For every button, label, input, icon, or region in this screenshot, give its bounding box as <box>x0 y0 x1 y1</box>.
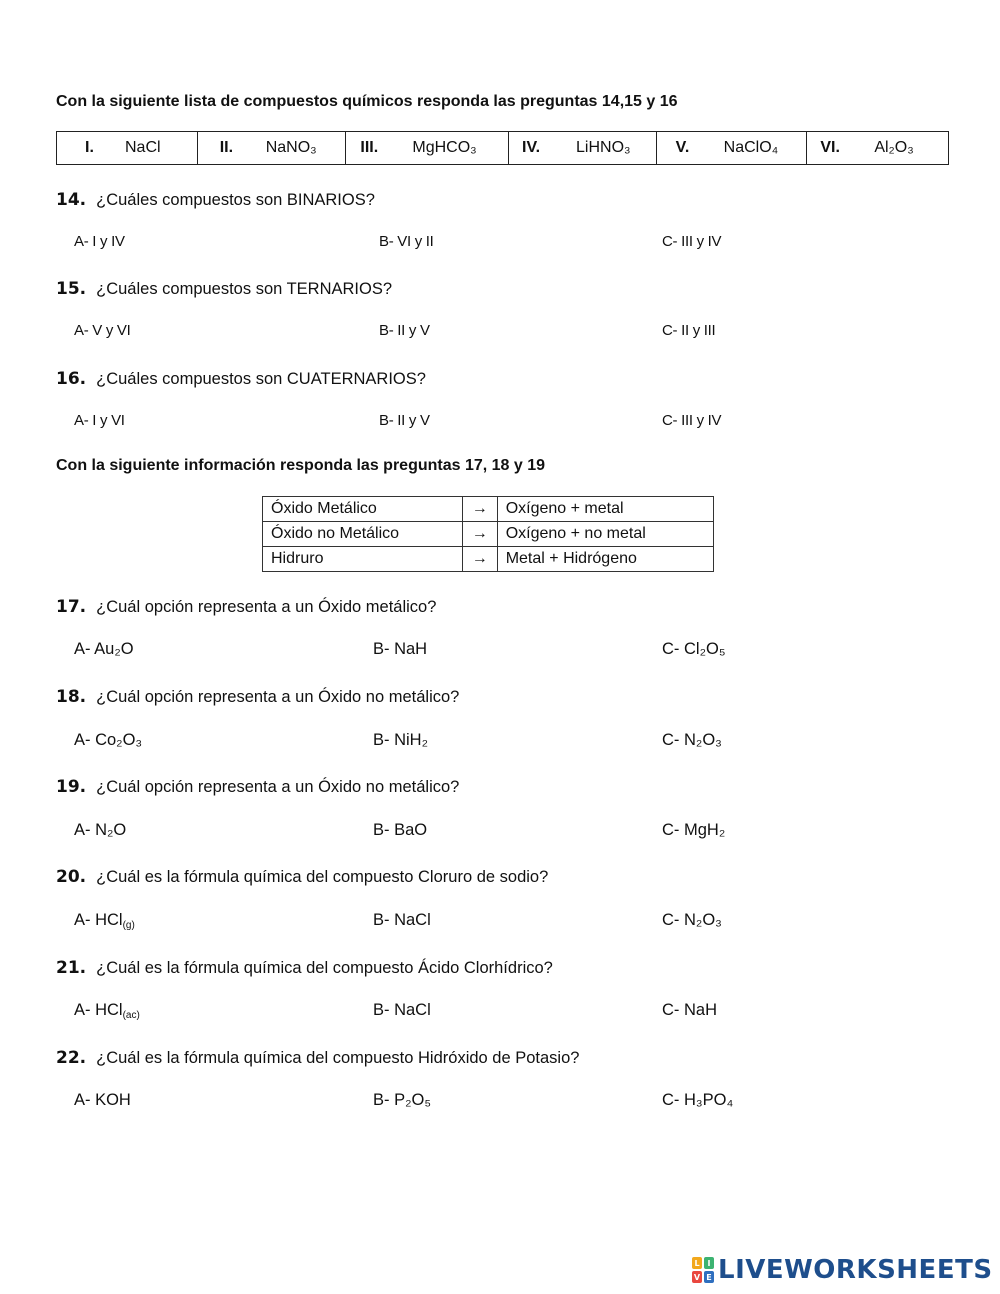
question-number: 19. <box>56 777 87 797</box>
q14-option-c[interactable]: C- III y IV <box>662 233 722 250</box>
q14-option-a[interactable]: A- I y IV <box>74 233 125 250</box>
compound-formula: NaCl <box>125 139 161 156</box>
compound-number: III. <box>360 139 379 156</box>
compound-formula: NaClO₄ <box>723 139 779 156</box>
compound-formula: MgHCO₃ <box>412 139 477 156</box>
compound-number: II. <box>219 139 234 156</box>
liveworksheets-logo-icon <box>692 1257 714 1283</box>
q22-option-c[interactable]: C- H₃PO₄ <box>662 1091 734 1109</box>
question-17 <box>56 597 436 617</box>
q22-option-a[interactable]: A- KOH <box>74 1091 131 1109</box>
compound-number: V. <box>675 139 690 156</box>
q22-option-b[interactable]: B- P₂O₅ <box>373 1091 431 1109</box>
q18-option-c[interactable]: C- N₂O₃ <box>662 731 722 749</box>
q16-option-c[interactable]: C- III y IV <box>662 412 722 429</box>
arrow-icon: → <box>462 547 497 572</box>
intro-text-2: Con la siguiente información responda las preguntas 17, 18 y 19 <box>56 457 546 474</box>
question-text: ¿Cuáles compuestos son BINARIOS? <box>96 191 375 209</box>
info-definition: Metal + Hidrógeno <box>497 547 713 572</box>
question-14 <box>56 190 375 210</box>
info-definition: Oxígeno + metal <box>497 497 713 522</box>
question-number: 16. <box>56 369 87 389</box>
compound-cell-5 <box>657 132 808 164</box>
table-row <box>263 522 714 547</box>
intro-text-1: Con la siguiente lista de compuestos químicos responda las preguntas 14,15 y 16 <box>56 93 678 110</box>
table-row <box>263 547 714 572</box>
compounds-table <box>56 131 949 165</box>
question-22 <box>56 1048 579 1068</box>
question-number: 21. <box>56 958 87 978</box>
question-text: ¿Cuál opción representa a un Óxido no metálico? <box>96 778 460 796</box>
question-16 <box>56 369 426 389</box>
q18-option-b[interactable]: B- NiH₂ <box>373 731 428 749</box>
q19-option-a[interactable]: A- N₂O <box>74 821 127 839</box>
q17-option-a[interactable]: A- Au₂O <box>74 640 134 658</box>
q21-option-a[interactable]: A- HCl$_{(ac)}$ <box>74 1001 140 1021</box>
question-text: ¿Cuál opción representa a un Óxido metálico? <box>96 598 437 616</box>
compound-cell-3 <box>346 132 509 164</box>
oxide-info-table <box>262 496 714 572</box>
info-definition: Oxígeno + no metal <box>497 522 713 547</box>
compound-formula: Al₂O₃ <box>874 139 914 156</box>
phase-subscript: (ac) <box>122 1010 140 1021</box>
q15-option-c[interactable]: C- II y III <box>662 322 716 339</box>
q16-option-a[interactable]: A- I y VI <box>74 412 125 429</box>
q20-option-c[interactable]: C- N₂O₃ <box>662 911 722 929</box>
q20-option-b[interactable]: B- NaCl <box>373 911 431 929</box>
logo-text: LIVEWORKSHEETS <box>718 1255 993 1285</box>
question-text: ¿Cuáles compuestos son TERNARIOS? <box>96 280 393 298</box>
liveworksheets-logo <box>692 1255 993 1285</box>
compound-cell-2 <box>198 132 347 164</box>
q20-option-a[interactable]: A- HCl$_{(g)}$ <box>74 911 135 931</box>
question-text: ¿Cuál es la fórmula química del compuesto Ácido Clorhídrico? <box>96 959 553 977</box>
table-row <box>263 497 714 522</box>
question-text: ¿Cuál opción representa a un Óxido no metálico? <box>96 688 460 706</box>
question-number: 20. <box>56 867 87 887</box>
logo-mark-letter: V <box>693 1273 701 1282</box>
question-number: 18. <box>56 687 87 707</box>
question-number: 14. <box>56 190 87 210</box>
compound-number: IV. <box>522 139 541 156</box>
q21-option-c[interactable]: C- NaH <box>662 1001 718 1019</box>
compound-cell-6 <box>807 132 948 164</box>
arrow-icon: → <box>462 497 497 522</box>
question-text: ¿Cuál es la fórmula química del compuesto Hidróxido de Potasio? <box>96 1049 580 1067</box>
arrow-icon: → <box>462 522 497 547</box>
compound-number: I. <box>85 139 94 156</box>
q16-option-b[interactable]: B- II y V <box>379 412 430 429</box>
compound-number: VI. <box>820 139 840 156</box>
question-number: 22. <box>56 1048 87 1068</box>
question-number: 15. <box>56 279 87 299</box>
question-number: 17. <box>56 597 87 617</box>
question-15 <box>56 279 392 299</box>
q19-option-b[interactable]: B- BaO <box>373 821 428 839</box>
compound-cell-1 <box>57 132 198 164</box>
q18-option-a[interactable]: A- Co₂O₃ <box>74 731 143 749</box>
q15-option-a[interactable]: A- V y VI <box>74 322 131 339</box>
q19-option-c[interactable]: C- MgH₂ <box>662 821 726 839</box>
q21-option-b[interactable]: B- NaCl <box>373 1001 431 1019</box>
question-21 <box>56 958 553 978</box>
logo-mark-letter: E <box>706 1273 712 1282</box>
logo-mark-letter: L <box>694 1259 700 1268</box>
logo-mark-letter: I <box>707 1259 711 1268</box>
question-19 <box>56 777 459 797</box>
question-text: ¿Cuáles compuestos son CUATERNARIOS? <box>96 370 426 388</box>
compound-cell-4 <box>509 132 657 164</box>
info-term: Óxido Metálico <box>263 497 463 522</box>
question-text: ¿Cuál es la fórmula química del compuesto Cloruro de sodio? <box>96 868 549 886</box>
question-20 <box>56 867 548 887</box>
question-18 <box>56 687 459 707</box>
q15-option-b[interactable]: B- II y V <box>379 322 430 339</box>
q17-option-b[interactable]: B- NaH <box>373 640 428 658</box>
q17-option-c[interactable]: C- Cl₂O₅ <box>662 640 726 658</box>
q14-option-b[interactable]: B- VI y II <box>379 233 434 250</box>
compound-formula: NaNO₃ <box>265 139 317 156</box>
phase-subscript: (g) <box>122 920 135 931</box>
compound-formula: LiHNO₃ <box>576 139 631 156</box>
info-term: Hidruro <box>263 547 463 572</box>
info-term: Óxido no Metálico <box>263 522 463 547</box>
